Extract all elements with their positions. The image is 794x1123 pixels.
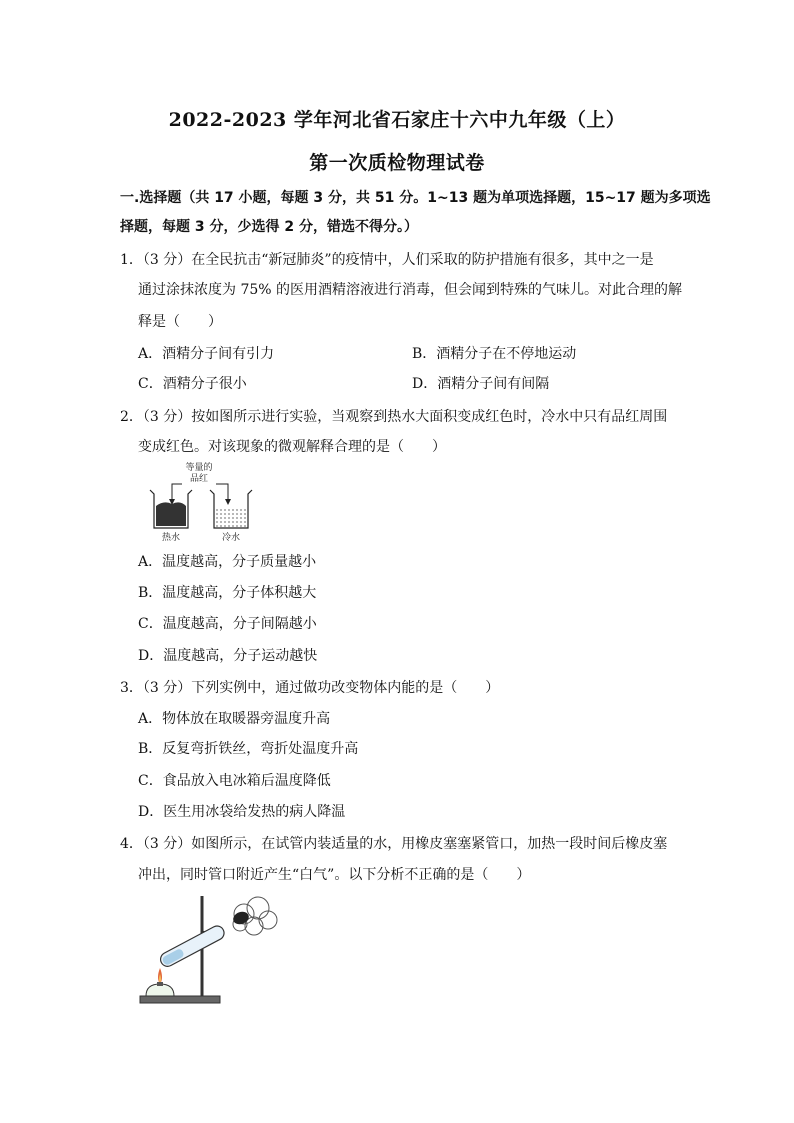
- figure-label-top1: 等量的: [185, 463, 213, 473]
- q3-option-b[interactable]: B．反复弯折铁丝，弯折处温度升高: [138, 741, 359, 757]
- figure-label-hot-water: 热水: [161, 533, 181, 542]
- q1-option-b[interactable]: B．酒精分子在不停地运动: [412, 346, 577, 362]
- q4-stem-line2: 冲出，同时管口附近产生“白气”。以下分析不正确的是（ ）: [138, 867, 531, 883]
- q4-stem-line1: 4．（3 分）如图所示，在试管内装适量的水，用橡皮塞塞紧管口，加热一段时间后橡皮塞: [120, 836, 668, 852]
- q3-option-d[interactable]: D．医生用冰袋给发热的病人降温: [138, 804, 346, 820]
- q2-stem-line2: 变成红色。对该现象的微观解释合理的是（ ）: [138, 439, 446, 455]
- q3-option-a[interactable]: A．物体放在取暖器旁温度升高: [138, 711, 331, 727]
- document-subtitle: 第一次质检物理试卷: [309, 152, 485, 174]
- beaker-diffusion-figure: [144, 460, 254, 542]
- q1-option-a[interactable]: A．酒精分子间有引力: [138, 346, 275, 362]
- q3-stem-line1: 3．（3 分）下列实例中，通过做功改变物体内能的是（ ）: [120, 680, 500, 696]
- q1-stem-line1: 1．（3 分）在全民抗击“新冠肺炎”的疫情中，人们采取的防护措施有很多，其中之一是: [120, 252, 654, 268]
- section-heading: 一.选择题（共 17 小题，每题 3 分，共 51 分。1~13 题为单项选择题，15~17 题为多项选: [120, 190, 711, 206]
- q3-option-c[interactable]: C．食品放入电冰箱后温度降低: [138, 773, 331, 789]
- test-tube-heating-figure: [136, 888, 286, 1013]
- document-title: 2022-2023 学年河北省石家庄十六中九年级（上）: [168, 109, 626, 131]
- q1-stem-line2: 通过涂抹浓度为 75% 的医用酒精溶液进行消毒，但会闻到特殊的气味儿。对此合理的解: [138, 282, 683, 298]
- q2-option-a[interactable]: A．温度越高，分子质量越小: [138, 554, 317, 570]
- q2-option-d[interactable]: D．温度越高，分子运动越快: [138, 648, 318, 664]
- q1-option-c[interactable]: C．酒精分子很小: [138, 376, 247, 392]
- q2-stem-line1: 2．（3 分）按如图所示进行实验，当观察到热水大面积变成红色时，冷水中只有品红周围: [120, 409, 668, 425]
- q1-stem-line3: 释是（ ）: [138, 314, 222, 330]
- section-heading-cont: 择题，每题 3 分，少选得 2 分，错选不得分。）: [120, 219, 418, 235]
- q2-option-c[interactable]: C．温度越高，分子间隔越小: [138, 616, 317, 632]
- figure-label-top2: 品红: [189, 474, 209, 484]
- figure-label-cold-water: 冷水: [221, 533, 241, 542]
- q1-option-d[interactable]: D．酒精分子间有间隔: [412, 376, 550, 392]
- q2-option-b[interactable]: B．温度越高，分子体积越大: [138, 585, 317, 601]
